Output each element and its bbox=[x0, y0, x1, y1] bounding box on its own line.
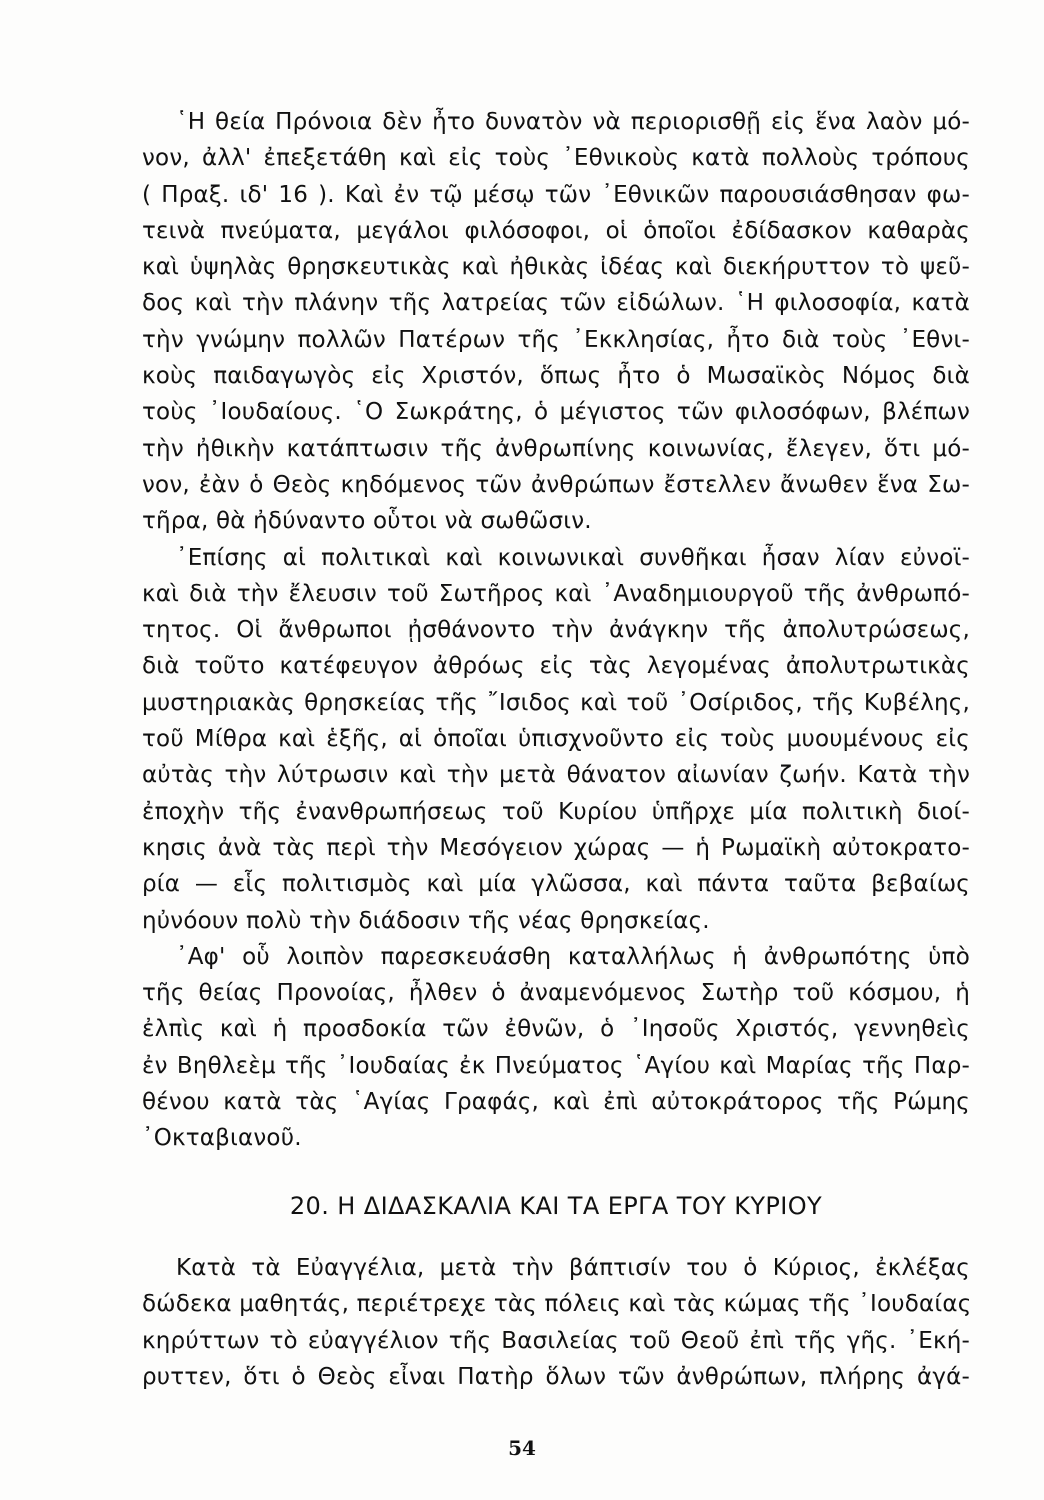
text-line: τητος. Οἱ ἄνθρωποι ᾐσθάνοντο τὴν ἀνάγκην τῆς ἀπολυτρώσεως, bbox=[142, 617, 970, 644]
text-line: ρία — εἷς πολιτισμὸς καὶ μία γλῶσσα, καὶ πάντα ταῦτα βεβαίως bbox=[142, 871, 970, 898]
text-line: θένου κατὰ τὰς ῾Αγίας Γραφάς, καὶ ἐπὶ αὐτοκράτορος τῆς Ρώμης bbox=[142, 1089, 970, 1116]
text-line: αὐτὰς τὴν λύτρωσιν καὶ τὴν μετὰ θάνατον αἰωνίαν ζωήν. Κατὰ τὴν bbox=[142, 762, 970, 789]
text-line: ἐλπὶς καὶ ἡ προσδοκία τῶν ἐθνῶν, ὁ ᾿Ιησοῦς Χριστός, γεννηθεὶς bbox=[142, 1016, 970, 1043]
body-text-top bbox=[142, 104, 970, 1157]
text-line: ( Πραξ. ιδ' 16 ). Καὶ ἐν τῷ μέσῳ τῶν ᾿Εθνικῶν παρουσιάσθησαν φω- bbox=[142, 181, 970, 208]
text-line: τοῦ Μίθρα καὶ ἑξῆς, αἱ ὁποῖαι ὑπισχνοῦντο εἰς τοὺς μυουμένους εἰς bbox=[142, 726, 970, 753]
text-line: ἐποχὴν τῆς ἐνανθρωπήσεως τοῦ Κυρίου ὑπῆρχε μία πολιτικὴ διοί- bbox=[142, 798, 970, 825]
section-heading: 20. Η ΔΙΔΑΣΚΑΛΙΑ ΚΑΙ ΤΑ ΕΡΓΑ ΤΟΥ ΚΥΡΙΟΥ bbox=[289, 1192, 823, 1220]
text-line: τεινὰ πνεύματα, μεγάλοι φιλόσοφοι, οἱ ὁποῖοι ἐδίδασκον καθαρὰς bbox=[142, 217, 970, 244]
text-line: ᾿Επίσης αἱ πολιτικαὶ καὶ κοινωνικαὶ συνθῆκαι ἦσαν λίαν εὐνοϊ- bbox=[176, 544, 970, 571]
text-line: καὶ ὑψηλὰς θρησκευτικὰς καὶ ἠθικὰς ἰδέας καὶ διεκήρυττον τὸ ψεῦ- bbox=[142, 254, 970, 281]
text-line: κοὺς παιδαγωγὸς εἰς Χριστόν, ὅπως ἦτο ὁ Μωσαϊκὸς Νόμος διὰ bbox=[142, 363, 970, 390]
text-line: κηρύττων τὸ εὐαγγέλιον τῆς Βασιλείας τοῦ Θεοῦ ἐπὶ τῆς γῆς. ᾿Εκή- bbox=[142, 1327, 970, 1354]
text-line: μυστηριακὰς θρησκείας τῆς ῎Ισιδος καὶ τοῦ ᾿Οσίριδος, τῆς Κυβέλης, bbox=[142, 689, 970, 716]
text-line: ηὐνόουν πολὺ τὴν διάδοσιν τῆς νέας θρησκείας. bbox=[142, 907, 710, 934]
text-line: διὰ τοῦτο κατέφευγον ἀθρόως εἰς τὰς λεγομένας ἀπολυτρωτικὰς bbox=[142, 653, 970, 680]
text-line: ἐν Βηθλεὲμ τῆς ᾿Ιουδαίας ἐκ Πνεύματος ῾Αγίου καὶ Μαρίας τῆς Παρ- bbox=[142, 1052, 970, 1079]
text-line: ᾿Οκταβιανοῦ. bbox=[142, 1125, 302, 1152]
text-line: ῾Η θεία Πρόνοια δὲν ἦτο δυνατὸν νὰ περιορισθῇ εἰς ἕνα λαὸν μό- bbox=[176, 109, 970, 135]
text-line: τὴν γνώμην πολλῶν Πατέρων τῆς ᾿Εκκλησίας, ἦτο διὰ τοὺς ᾿Εθνι- bbox=[142, 326, 970, 353]
text-line: δος καὶ τὴν πλάνην τῆς λατρείας τῶν εἰδώλων. ῾Η φιλοσοφία, κατὰ bbox=[142, 290, 970, 317]
text-line: τῆς θείας Προνοίας, ἦλθεν ὁ ἀναμενόμενος Σωτὴρ τοῦ κόσμου, ἡ bbox=[142, 980, 970, 1007]
text-line: δώδεκα μαθητάς, περιέτρεχε τὰς πόλεις καὶ τὰς κώμας τῆς ᾿Ιουδαίας bbox=[142, 1291, 972, 1318]
page-number: 54 bbox=[508, 1436, 536, 1460]
text-line: ρυττεν, ὅτι ὁ Θεὸς εἶναι Πατὴρ ὅλων τῶν ἀνθρώπων, πλήρης ἀγά- bbox=[142, 1363, 970, 1390]
text-line: νον, ἐὰν ὁ Θεὸς κηδόμενος τῶν ἀνθρώπων ἔστελλεν ἄνωθεν ἕνα Σω- bbox=[142, 471, 970, 498]
text-line: ᾿Αφ' οὗ λοιπὸν παρεσκευάσθη καταλλήλως ἡ ἀνθρωπότης ὑπὸ bbox=[176, 943, 970, 970]
text-line: τῆρα, θὰ ἠδύναντο οὗτοι νὰ σωθῶσιν. bbox=[142, 508, 592, 535]
body-text-bottom bbox=[142, 1250, 970, 1395]
text-line: καὶ διὰ τὴν ἔλευσιν τοῦ Σωτῆρος καὶ ᾿Αναδημιουργοῦ τῆς ἀνθρωπό- bbox=[142, 580, 970, 607]
text-line: Κατὰ τὰ Εὐαγγέλια, μετὰ τὴν βάπτισίν του ὁ Κύριος, ἐκλέξας bbox=[176, 1255, 970, 1281]
text-line: τὴν ἠθικὴν κατάπτωσιν τῆς ἀνθρωπίνης κοινωνίας, ἔλεγεν, ὅτι μό- bbox=[142, 435, 970, 462]
text-line: τοὺς ᾿Ιουδαίους. ῾Ο Σωκράτης, ὁ μέγιστος τῶν φιλοσόφων, βλέπων bbox=[142, 399, 970, 426]
text-line: κησις ἀνὰ τὰς περὶ τὴν Μεσόγειον χώρας — ἡ Ρωμαϊκὴ αὐτοκρατο- bbox=[142, 834, 970, 861]
text-line: νον, ἀλλ' ἐπεξετάθη καὶ εἰς τοὺς ᾿Εθνικοὺς κατὰ πολλοὺς τρόπους bbox=[142, 145, 970, 172]
